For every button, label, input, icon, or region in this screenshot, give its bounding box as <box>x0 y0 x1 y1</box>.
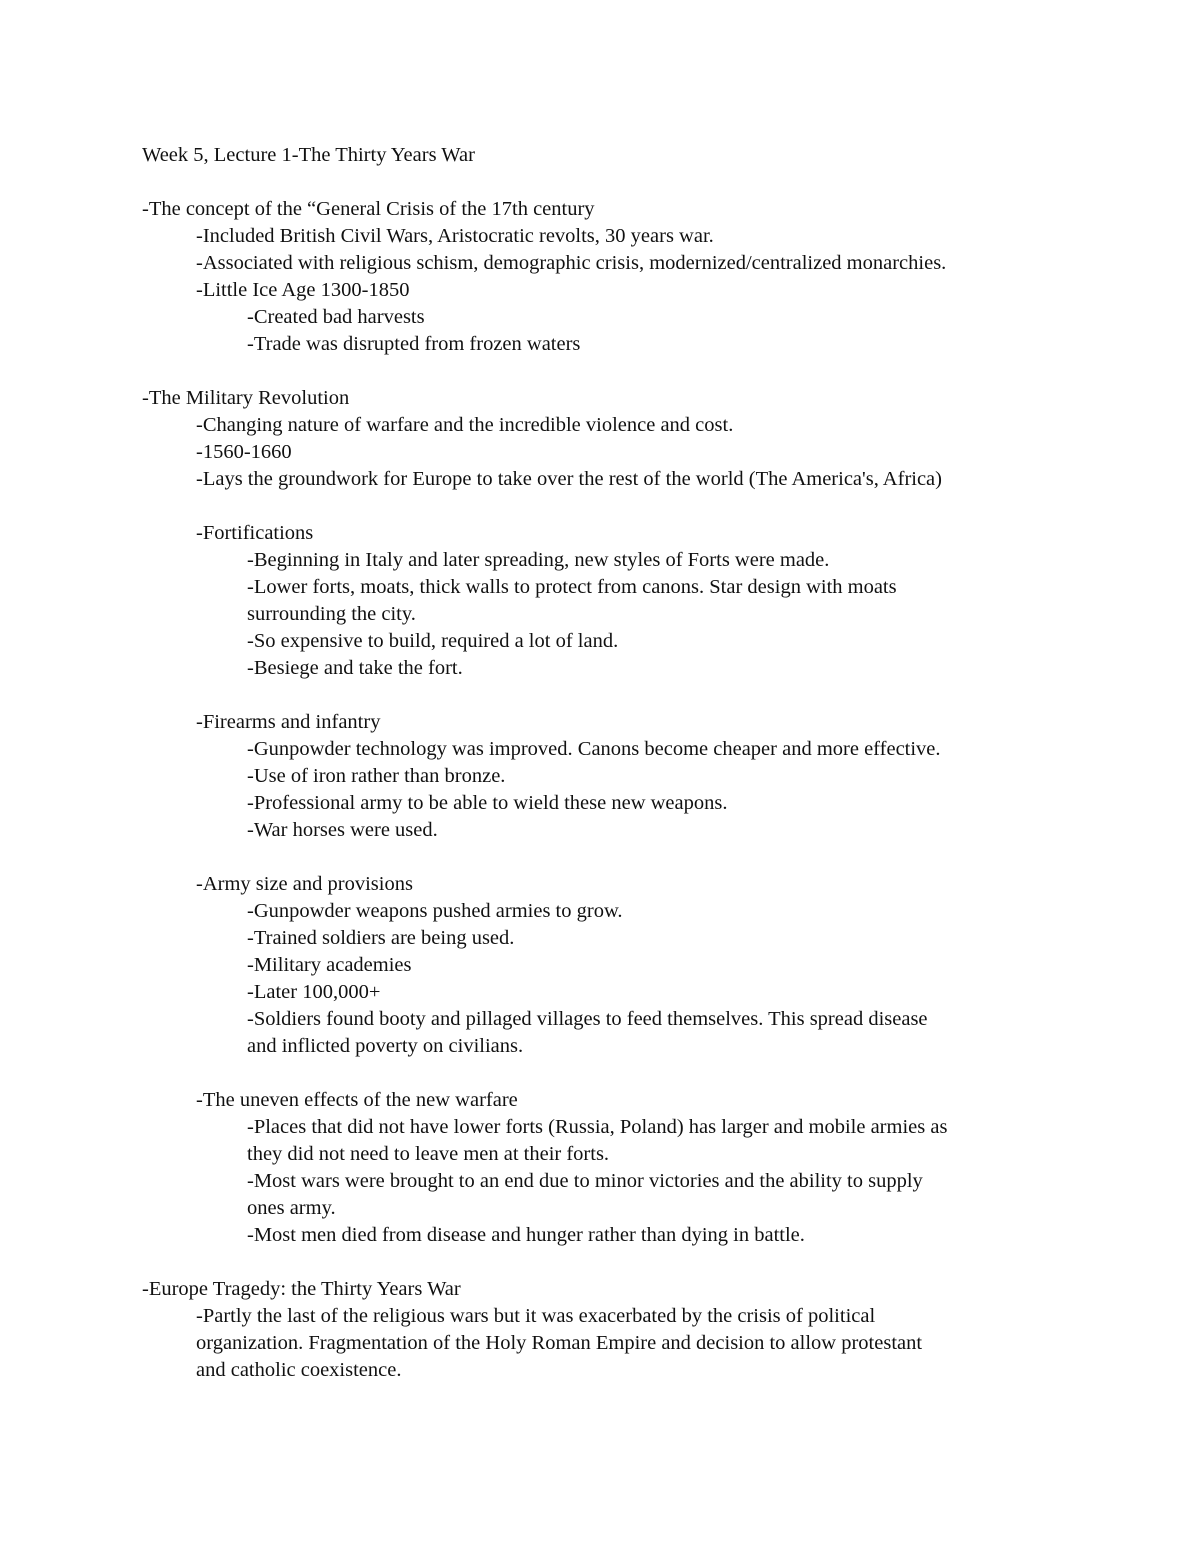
outline-line: -Lays the groundwork for Europe to take over the rest of the world (The America's, Africa) <box>196 468 942 490</box>
blank-line <box>142 682 1072 709</box>
outline-line: -Professional army to be able to wield these new weapons. <box>247 792 728 814</box>
outline-line: -Beginning in Italy and later spreading, new styles of Forts were made. <box>247 549 830 571</box>
outline-line: -Gunpowder weapons pushed armies to grow. <box>247 900 623 922</box>
outline-line: -Most wars were brought to an end due to minor victories and the ability to supply <box>247 1170 923 1192</box>
outline-line: organization. Fragmentation of the Holy Roman Empire and decision to allow protestant <box>196 1332 923 1354</box>
outline-line: -War horses were used. <box>247 819 438 841</box>
outline-line: they did not need to leave men at their forts. <box>247 1143 610 1165</box>
outline-line: -Little Ice Age 1300-1850 <box>196 279 410 301</box>
outline-line: and inflicted poverty on civilians. <box>247 1035 524 1057</box>
outline-line: -Soldiers found booty and pillaged villages to feed themselves. This spread disease <box>247 1008 928 1030</box>
blank-line <box>142 844 1072 871</box>
outline-line: -1560-1660 <box>196 441 292 463</box>
outline-line: surrounding the city. <box>247 603 416 625</box>
outline-line: -Places that did not have lower forts (Russia, Poland) has larger and mobile armies as <box>247 1116 948 1138</box>
outline-line: ones army. <box>247 1197 336 1219</box>
outline-line: -Besiege and take the fort. <box>247 657 463 679</box>
outline-line: -Changing nature of warfare and the incredible violence and cost. <box>196 414 734 436</box>
outline-line: -Included British Civil Wars, Aristocratic revolts, 30 years war. <box>196 225 714 247</box>
notes-outline <box>142 169 1072 1384</box>
outline-line: -Use of iron rather than bronze. <box>247 765 506 787</box>
blank-line <box>142 493 1072 520</box>
outline-line: and catholic coexistence. <box>196 1359 402 1381</box>
outline-line: -Fortifications <box>196 522 314 544</box>
outline-line: -Lower forts, moats, thick walls to protect from canons. Star design with moats <box>247 576 897 598</box>
document-body <box>142 142 1072 1384</box>
outline-line: -Most men died from disease and hunger rather than dying in battle. <box>247 1224 805 1246</box>
outline-line: -Created bad harvests <box>247 306 425 328</box>
outline-line: -The uneven effects of the new warfare <box>196 1089 518 1111</box>
blank-line <box>142 358 1072 385</box>
outline-line: -So expensive to build, required a lot of land. <box>247 630 619 652</box>
outline-line: -Gunpowder technology was improved. Canons become cheaper and more effective. <box>247 738 941 760</box>
outline-line: -Military academies <box>247 954 412 976</box>
outline-line: -Trade was disrupted from frozen waters <box>247 333 581 355</box>
outline-line: -The Military Revolution <box>142 387 350 409</box>
outline-line: -Army size and provisions <box>196 873 413 895</box>
outline-line: -Later 100,000+ <box>247 981 381 1003</box>
document-title: Week 5, Lecture 1-The Thirty Years War <box>142 144 475 166</box>
blank-line <box>142 1249 1072 1276</box>
outline-line: -Firearms and infantry <box>196 711 381 733</box>
outline-line: -Associated with religious schism, demographic crisis, modernized/centralized monarchies. <box>196 252 947 274</box>
outline-line: -Europe Tragedy: the Thirty Years War <box>142 1278 461 1300</box>
blank-line <box>142 1060 1072 1087</box>
outline-line: -Partly the last of the religious wars but it was exacerbated by the crisis of political <box>196 1305 876 1327</box>
blank-line <box>142 169 1072 196</box>
outline-line: -Trained soldiers are being used. <box>247 927 515 949</box>
outline-line: -The concept of the “General Crisis of the 17th century <box>142 198 595 220</box>
